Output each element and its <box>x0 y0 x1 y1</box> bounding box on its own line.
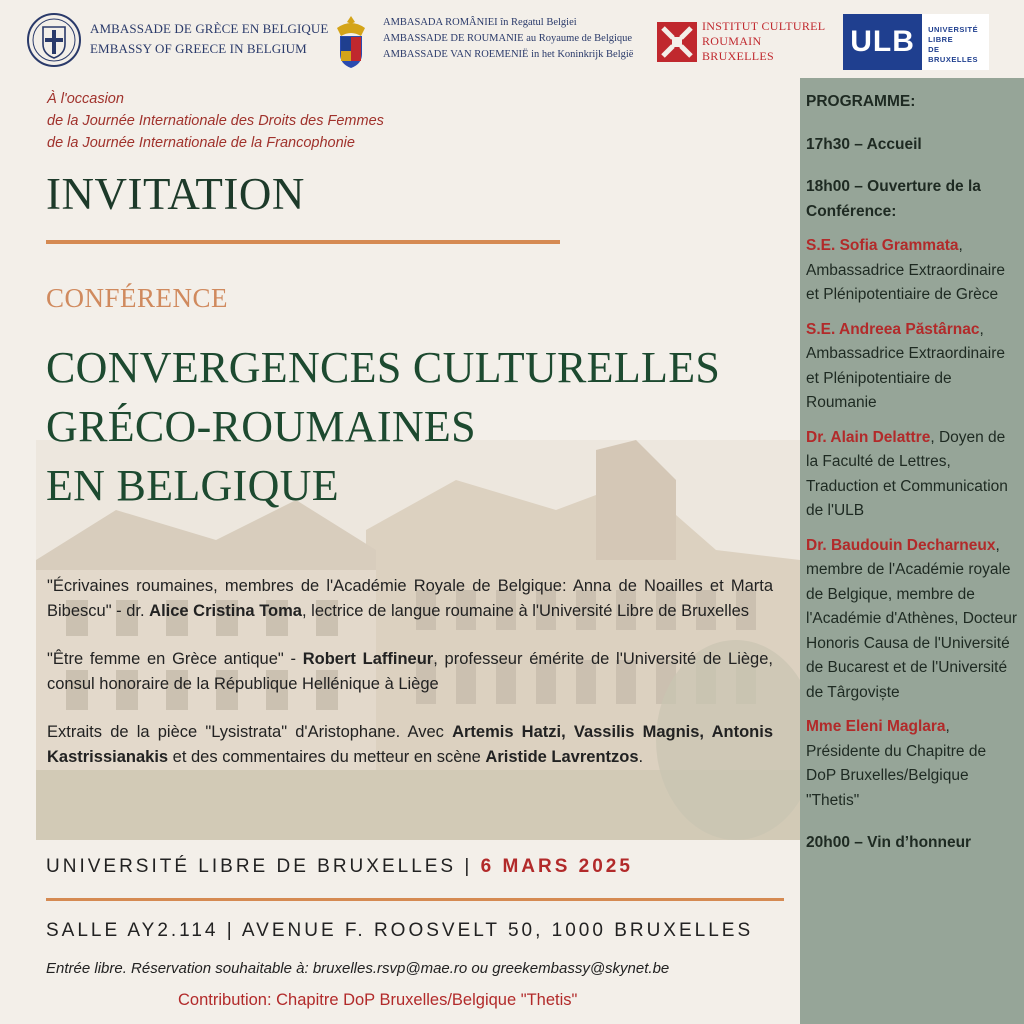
programme <box>806 90 1018 856</box>
ulb-logo <box>843 14 989 70</box>
romanian-coat-of-arms-icon <box>331 14 371 70</box>
entry-info: Entrée libre. Réservation souhaitable à: bruxelles.rsvp@mae.ro ou greekembassy@skynet.be <box>46 960 670 977</box>
talk-3: Extraits de la pièce "Lysistrata" d'Aristophane. Avec Artemis Hatzi, Vassilis Magnis, Antonis Kastrissianakis et des commentaires du metteur en scène Aristide Lavrentzos. <box>47 723 773 766</box>
speaker-2: S.E. Andreea Păstârnac, Ambassadrice Extraordinaire et Plénipotentiaire de Roumanie <box>806 320 1006 411</box>
romania-embassy-name: AMBASADA ROMÂNIEI în Regatul Belgiei AMBASSADE DE ROUMANIE au Royaume de Belgique AMBASSADE VAN ROEMENIË in het Koninkrijk België <box>383 17 634 60</box>
speaker-1: S.E. Sofia Grammata, Ambassadrice Extraordinaire et Plénipotentiaire de Grèce <box>806 237 1006 303</box>
speaker-5: Mme Eleni Maglara, Présidente du Chapitre de DoP Bruxelles/Belgique "Thetis" <box>806 718 987 809</box>
venue-date-line: UNIVERSITÉ LIBRE DE BRUXELLES | 6 MARS 2025 <box>46 856 633 877</box>
conference-label: CONFÉRENCE <box>46 283 229 313</box>
programme-heading: PROGRAMME: <box>806 93 916 110</box>
talks-list <box>47 574 773 793</box>
talk-2: "Être femme en Grèce antique" - Robert Laffineur, professeur émérite de l'Université de Liège, consul honoraire de la République Hellénique à Liège <box>47 650 773 693</box>
speaker-3: Dr. Alain Delattre, Doyen de la Faculté de Lettres, Traduction et Communication de l'ULB <box>806 428 1008 519</box>
contribution: Contribution: Chapitre DoP Bruxelles/Belgique "Thetis" <box>178 991 578 1009</box>
ulb-full-name: UNIVERSITÉ LIBRE DE BRUXELLES <box>928 25 979 64</box>
programme-vin: 20h00 – Vin d’honneur <box>806 834 972 851</box>
header-logos <box>0 0 1024 80</box>
occasion-text: À l'occasion de la Journée Internationale des Droits des Femmes de la Journée Internationale de la Francophonie <box>47 91 384 151</box>
talk-1: "Écrivaines roumaines, membres de l'Académie Royale de Belgique: Anna de Noailles et Marta Bibescu" - dr. Alice Cristina Toma, lectrice de langue roumaine à l'Université Libre de Bruxelles <box>47 577 773 620</box>
institut-culturel-roumain: INSTITUT CULTUREL ROUMAIN BRUXELLES <box>702 19 826 63</box>
event-date: 6 MARS 2025 <box>480 856 633 877</box>
conference-title: CONVERGENCES CULTURELLES GRÉCO-ROUMAINES EN BELGIQUE <box>46 343 721 510</box>
programme-ouverture: 18h00 – Ouverture de la Conférence: <box>806 178 981 220</box>
icr-cross-logo-icon <box>657 22 697 62</box>
ulb-logo-mark: ULB <box>843 14 922 70</box>
greece-embassy-name: AMBASSADE DE GRÈCE EN BELGIQUE EMBASSY OF GREECE IN BELGIUM <box>90 21 329 56</box>
divider <box>46 240 560 244</box>
venue-address: SALLE AY2.114 | AVENUE F. ROOSVELT 50, 1000 BRUXELLES <box>46 920 754 941</box>
divider <box>46 898 784 901</box>
invitation-heading: INVITATION <box>46 169 305 219</box>
greek-emblem-icon <box>26 12 82 68</box>
speaker-4: Dr. Baudouin Decharneux, membre de l'Académie royale de Belgique, membre de l'Académie d'Athènes, Docteur Honoris Causa de l'Université de Bucarest et de l'Université de Târgoviște <box>806 536 1017 701</box>
programme-accueil: 17h30 – Accueil <box>806 135 922 153</box>
